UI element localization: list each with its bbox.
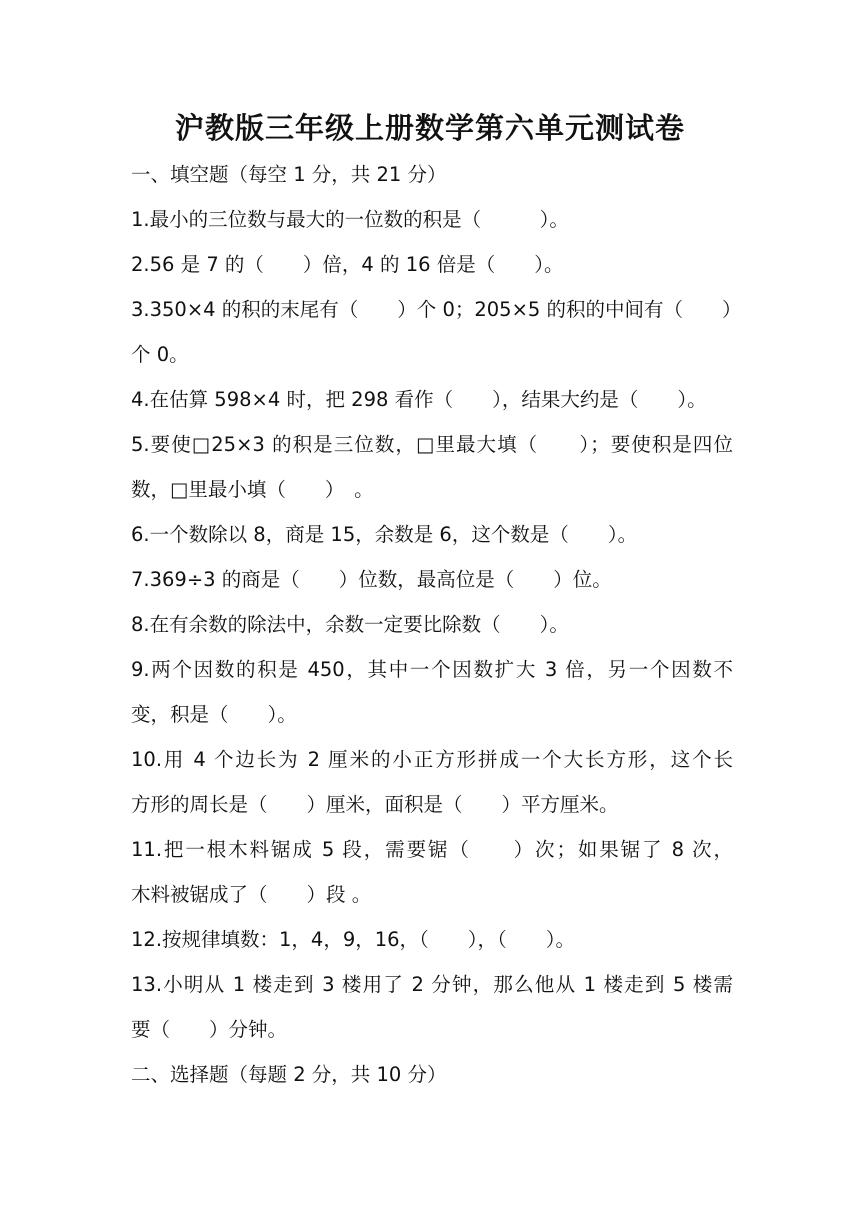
question-2: 2.56 是 7 的（ ）倍，4 的 16 倍是（ ）。 (131, 253, 564, 276)
question-10-line-2: 方形的周长是（ ）厘米，面积是（ ）平方厘米。 (131, 793, 619, 816)
question-4: 4.在估算 598×4 时，把 298 看作（ ），结果大约是（ ）。 (131, 388, 707, 411)
document-body (131, 152, 742, 1097)
question-13-line-2: 要（ ）分钟。 (131, 1018, 288, 1041)
question-1: 1.最小的三位数与最大的一位数的积是（ ）。 (131, 208, 569, 231)
question-5-line-1: 5.要使□25×3 的积是三位数，□里最大填（ ）；要使积是四位 (131, 433, 733, 456)
section-heading-fill-in: 一、填空题（每空 1 分，共 21 分） (131, 163, 447, 186)
question-6: 6.一个数除以 8，商是 15，余数是 6，这个数是（ ）。 (131, 523, 638, 546)
question-11-line-1: 11.把一根木料锯成 5 段，需要锯（ ）次；如果锯了 8 次， (131, 838, 733, 861)
section-heading-multiple-choice: 二、选择题（每题 2 分，共 10 分） (131, 1063, 447, 1086)
question-7: 7.369÷3 的商是（ ）位数，最高位是（ ）位。 (131, 568, 612, 591)
page-title: 沪教版三年级上册数学第六单元测试卷 (174, 111, 685, 145)
question-13-line-1: 13.小明从 1 楼走到 3 楼用了 2 分钟，那么他从 1 楼走到 5 楼需 (131, 973, 733, 996)
question-12: 12.按规律填数：1，4，9，16，（ ），（ ）。 (131, 928, 576, 951)
question-8: 8.在有余数的除法中，余数一定要比除数（ ）。 (131, 613, 569, 636)
question-5-line-2: 数，□里最小填（ ） 。 (131, 478, 374, 501)
question-11-line-2: 木料被锯成了（ ）段 。 (131, 883, 372, 906)
question-10-line-1: 10.用 4 个边长为 2 厘米的小正方形拼成一个大长方形，这个长 (131, 748, 733, 771)
question-9-line-2: 变，积是（ ）。 (131, 703, 297, 726)
question-3-line-2: 个 0。 (131, 343, 189, 366)
question-3-line-1: 3.350×4 的积的末尾有（ ）个 0；205×5 的积的中间有（ ） (131, 298, 742, 321)
question-9-line-1: 9.两个因数的积是 450，其中一个因数扩大 3 倍，另一个因数不 (131, 658, 733, 681)
